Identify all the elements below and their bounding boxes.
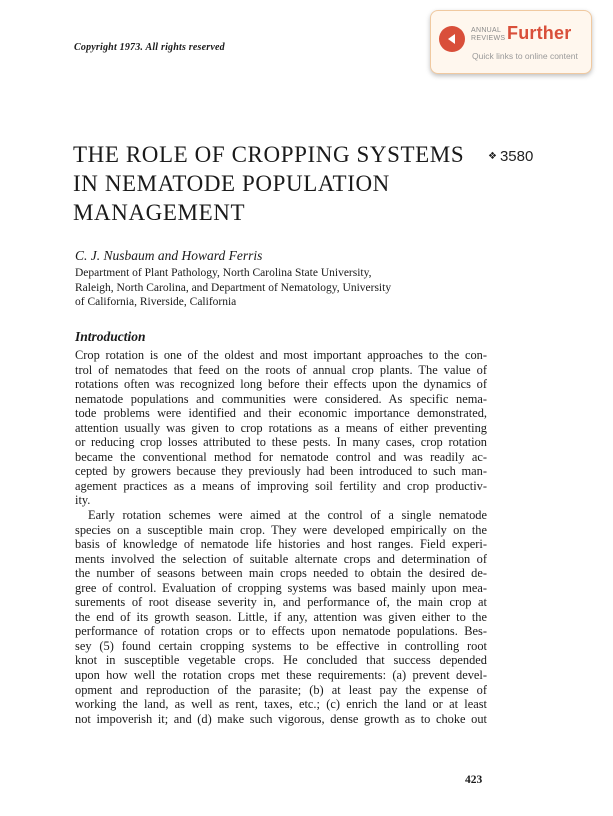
- text-line: sey (5) found certain cropping systems to be effective in controlling root: [75, 638, 487, 653]
- text-line: knot in susceptible vegetable crops. He concluded that success depended: [75, 653, 487, 668]
- text-line: rotations often was recognized long before their effects upon the dynamics of: [75, 377, 487, 392]
- text-line: basis of knowledge of nematode life histories and host ranges. Field experi-: [75, 537, 487, 552]
- affiliation-line: of California, Riverside, California: [75, 296, 237, 308]
- text-line: ity.: [75, 493, 91, 508]
- text-line: upon how well the rotation crops met these requirements: (a) prevent devel-: [75, 668, 487, 683]
- text-line: surements of root disease severity in, and performance of, the main crop at: [75, 595, 487, 610]
- text-line: not impoverish it; and (d) make such vigorous, dense growth as to choke out: [75, 711, 487, 726]
- article-title: [73, 140, 493, 227]
- text-line: the end of its growth season. Little, if any, attention was given either to the: [75, 609, 487, 624]
- copyright-notice: Copyright 1973. All rights reserved: [74, 42, 225, 53]
- text-line: gree of control. Evaluation of cropping systems was based mainly upon mea-: [75, 580, 487, 595]
- annual-reviews-further-badge[interactable]: [430, 10, 592, 74]
- affiliation: [75, 266, 495, 310]
- text-line: species on a susceptible main crop. They were developed empirically on the: [75, 522, 487, 537]
- further-logo-text: Further: [507, 23, 572, 43]
- text-line: Early rotation schemes were aimed at the control of a single nematode: [88, 508, 487, 523]
- text-line: working the land, as well as rent, taxes, etc.; (c) enrich the land or at least: [75, 697, 487, 712]
- text-line: tode problems were identified and their economic importance demonstrated,: [75, 406, 487, 421]
- title-line: THE ROLE OF CROPPING SYSTEMS: [73, 142, 465, 167]
- text-line: attention usually was given to crop rotations as a means of either preventing: [75, 420, 487, 435]
- text-line: or reducing crop losses attributed to these pests. In many cases, crop rotation: [75, 435, 487, 450]
- section-heading: Introduction: [75, 329, 146, 344]
- text-line: ments involved the selection of suitable alternate crops and determination of: [75, 551, 487, 566]
- title-line: MANAGEMENT: [73, 200, 246, 225]
- text-line: cepted by growers because they previously had been introduced to such man-: [75, 464, 487, 479]
- text-line: became the conventional method for nematode control and was readily ac-: [75, 449, 487, 464]
- text-line: trol of nematodes that feed on the roots of annual crop plants. The value of: [75, 362, 487, 377]
- text-line: performance of rotation crops or to effects upon nematode populations. Bes-: [75, 624, 487, 639]
- back-arrow-icon: [439, 26, 465, 52]
- body-text: [75, 348, 487, 726]
- text-line: opment and reproduction of the parasite; (b) at least pay the expense of: [75, 682, 487, 697]
- text-line: Crop rotation is one of the oldest and most important approaches to the con-: [75, 348, 487, 362]
- text-line: agement practices as a means of improving soil fertility and crop productiv-: [75, 478, 487, 493]
- page-number: 423: [465, 774, 483, 786]
- badge-subtitle: Quick links to online content: [472, 51, 578, 61]
- diamond-icon: ❖: [488, 151, 497, 162]
- affiliation-line: Department of Plant Pathology, North Carolina State University,: [75, 267, 372, 279]
- annual-reviews-logo-text: ANNUAL REVIEWS: [471, 27, 506, 42]
- affiliation-line: Raleigh, North Carolina, and Department of Nematology, University: [75, 281, 392, 294]
- text-line: nematode populations and communities were considered. As specific nema-: [75, 391, 487, 406]
- authors: C. J. Nusbaum and Howard Ferris: [75, 248, 263, 263]
- title-line: IN NEMATODE POPULATION: [73, 171, 390, 196]
- article-number: [488, 148, 533, 165]
- text-line: the number of seasons between main crops needed to obtain the desired de-: [75, 566, 487, 581]
- article-number-value: 3580: [499, 148, 534, 165]
